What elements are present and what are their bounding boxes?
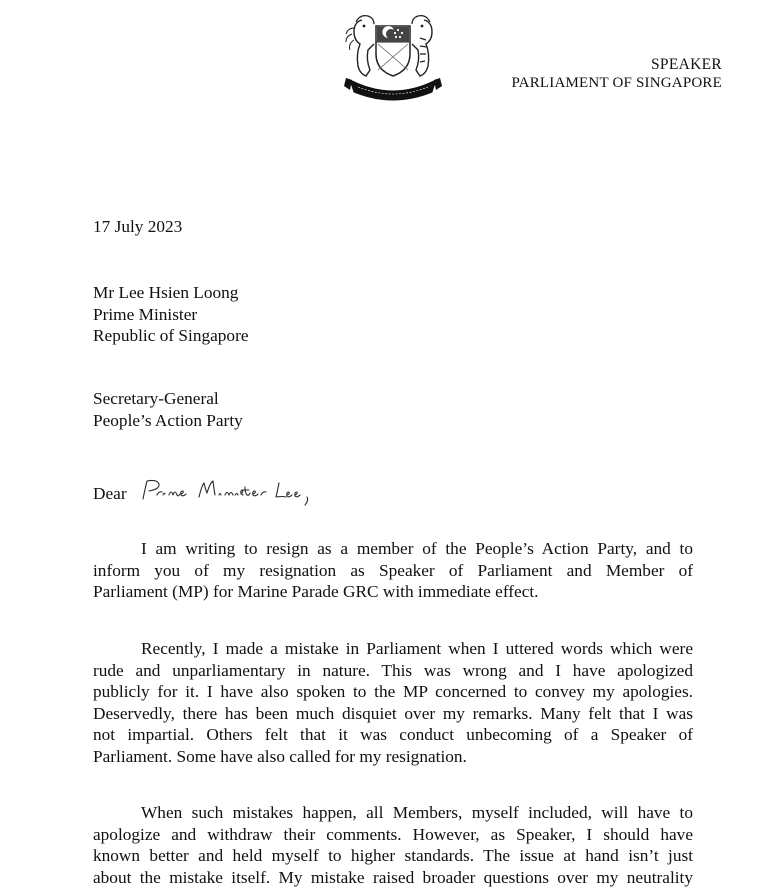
paragraph-line: Deservedly, there has been much disquiet over my remarks. Many felt that I was (93, 703, 693, 723)
paragraph-line: Parliament. Some have also called for my resignation. (93, 746, 467, 766)
paragraph-line: not impartial. Others felt that it was conduct unbecoming of a Speaker of (93, 725, 693, 744)
recipient-name: Mr Lee Hsien Loong (93, 283, 239, 302)
paragraph-line: inform you of my resignation as Speaker of Parliament and Member of (93, 560, 693, 580)
salutation-dear: Dear (93, 484, 127, 503)
letterhead-office (512, 55, 722, 93)
letter-date: 17 July 2023 (93, 217, 183, 236)
paragraph-line: about the mistake itself. My mistake raised broader questions over my neutrality (93, 867, 693, 887)
paragraph-line: Parliament (MP) for Marine Parade GRC with immediate effect. (93, 582, 539, 601)
paragraph-mistake (93, 638, 693, 767)
paragraph-line: known better and held myself to higher standards. The issue at hand isn’t just (93, 846, 693, 865)
party-role-title: Secretary-General (93, 389, 219, 408)
handwritten-name-icon (137, 475, 337, 509)
paragraph-line: publicly for it. I have also spoken to the MP concerned to convey my apologies. (93, 682, 693, 701)
office-title: SPEAKER (650, 56, 722, 73)
paragraph-line: I am writing to resign as a member of the People’s Action Party, and to (141, 539, 693, 558)
recipient-country: Republic of Singapore (93, 326, 249, 345)
party-address (93, 388, 693, 431)
handwritten-salutation-name (137, 475, 337, 515)
paragraph-line: apologize and withdraw their comments. However, as Speaker, I should have (93, 824, 693, 844)
paragraph-line: When such mistakes happen, all Members, myself included, will have to (141, 803, 693, 822)
paragraph-standards (93, 802, 693, 888)
party-name: People’s Action Party (93, 410, 243, 430)
recipient-address (93, 282, 693, 347)
paragraph-line: Recently, I made a mistake in Parliament when I uttered words which were (141, 639, 693, 658)
salutation (93, 473, 693, 515)
recipient-title: Prime Minister (93, 304, 198, 324)
paragraph-resignation (93, 538, 693, 603)
crest-icon (340, 8, 446, 104)
paragraph-line: rude and unparliamentary in nature. This was wrong and I have apologized (93, 660, 693, 680)
office-subtitle: PARLIAMENT OF SINGAPORE (511, 75, 722, 91)
singapore-coat-of-arms-crest (340, 8, 446, 104)
